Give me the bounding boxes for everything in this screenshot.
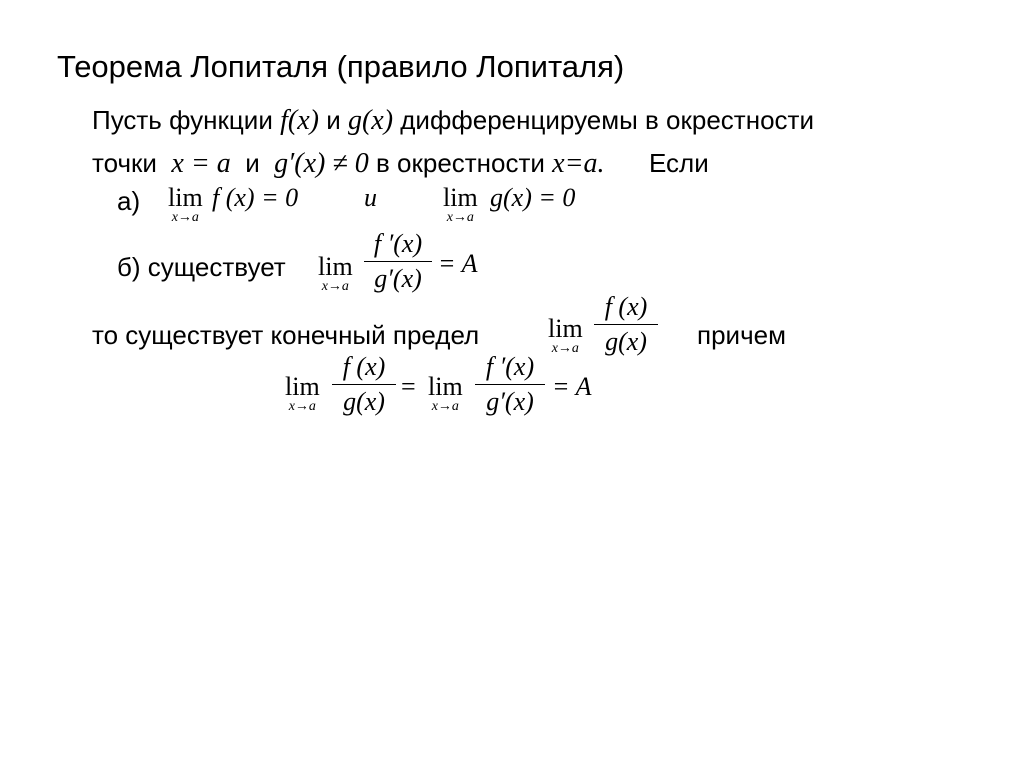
cond-b-limit xyxy=(318,254,353,294)
lim-word: lim xyxy=(443,183,478,212)
fraction-bar xyxy=(364,261,432,262)
line1-suffix: дифференцируемы в окрестности xyxy=(400,105,814,135)
lim-word: lim xyxy=(428,372,463,401)
lim-subscript: x→a xyxy=(431,399,459,414)
cond-a-label: а) xyxy=(117,186,141,216)
line1-and: и xyxy=(326,105,341,135)
formula-equals: = xyxy=(401,372,416,401)
fraction-denominator: g′(x) xyxy=(374,264,422,293)
fraction-denominator: g′(x) xyxy=(486,387,534,416)
formula-fraction-1 xyxy=(332,352,396,417)
function-f: f(x) xyxy=(280,105,319,136)
cond-a-limit-1 xyxy=(168,185,203,225)
formula-fraction-2 xyxy=(475,352,545,417)
cond-b-label: б) существует xyxy=(117,252,286,282)
cond-a-limit-2 xyxy=(443,185,478,225)
lim-word: lim xyxy=(548,314,583,343)
lim-subscript: x→a xyxy=(171,210,199,225)
fraction-numerator: f (x) xyxy=(342,352,386,381)
line2-prefix: точки xyxy=(92,148,157,178)
lim-subscript: x→a xyxy=(446,210,474,225)
cond-b-fraction xyxy=(364,229,432,294)
theorem-line-2 xyxy=(92,148,709,179)
line2-if: Если xyxy=(648,148,709,178)
lim-subscript: x→a xyxy=(288,399,316,414)
theorem-line-1 xyxy=(92,105,814,136)
fraction-numerator: f ′(x) xyxy=(373,229,423,258)
fraction-denominator: g(x) xyxy=(605,327,647,356)
function-g: g(x) xyxy=(347,105,394,136)
lim-word: lim xyxy=(168,183,203,212)
fraction-bar xyxy=(475,384,545,385)
conclusion-suffix: причем xyxy=(697,320,786,350)
derivative-condition: g′(x) ≠ 0 xyxy=(274,148,369,179)
fraction-denominator: g(x) xyxy=(343,387,385,416)
conclusion-limit xyxy=(548,316,583,356)
lim-word: lim xyxy=(285,372,320,401)
cond-b-rhs: = A xyxy=(438,249,478,278)
lim-subscript: x→a xyxy=(321,279,349,294)
conclusion-fraction xyxy=(594,292,658,357)
line2-and: и xyxy=(245,148,260,178)
formula-limit-2 xyxy=(428,374,463,414)
point-x-equals-a: x = a xyxy=(171,148,231,179)
fraction-bar xyxy=(594,324,658,325)
fraction-bar xyxy=(332,384,396,385)
cond-a-expr-1: f (x) = 0 xyxy=(212,183,299,212)
lim-subscript: x→a xyxy=(551,341,579,356)
formula-limit-1 xyxy=(285,374,320,414)
lim-word: lim xyxy=(318,252,353,281)
formula-rhs: = A xyxy=(552,372,592,401)
fraction-numerator: f (x) xyxy=(604,292,648,321)
near-point: x=a. xyxy=(552,148,605,179)
line1-prefix: Пусть функции xyxy=(92,105,273,135)
conclusion-text: то существует конечный предел xyxy=(92,320,480,350)
line2-mid: в окрестности xyxy=(375,148,545,178)
fraction-numerator: f ′(x) xyxy=(485,352,535,381)
slide-title: Теорема Лопиталя (правило Лопиталя) xyxy=(57,49,625,84)
cond-a-expr-2: g(x) = 0 xyxy=(490,183,576,212)
cond-a-and: и xyxy=(364,183,377,212)
